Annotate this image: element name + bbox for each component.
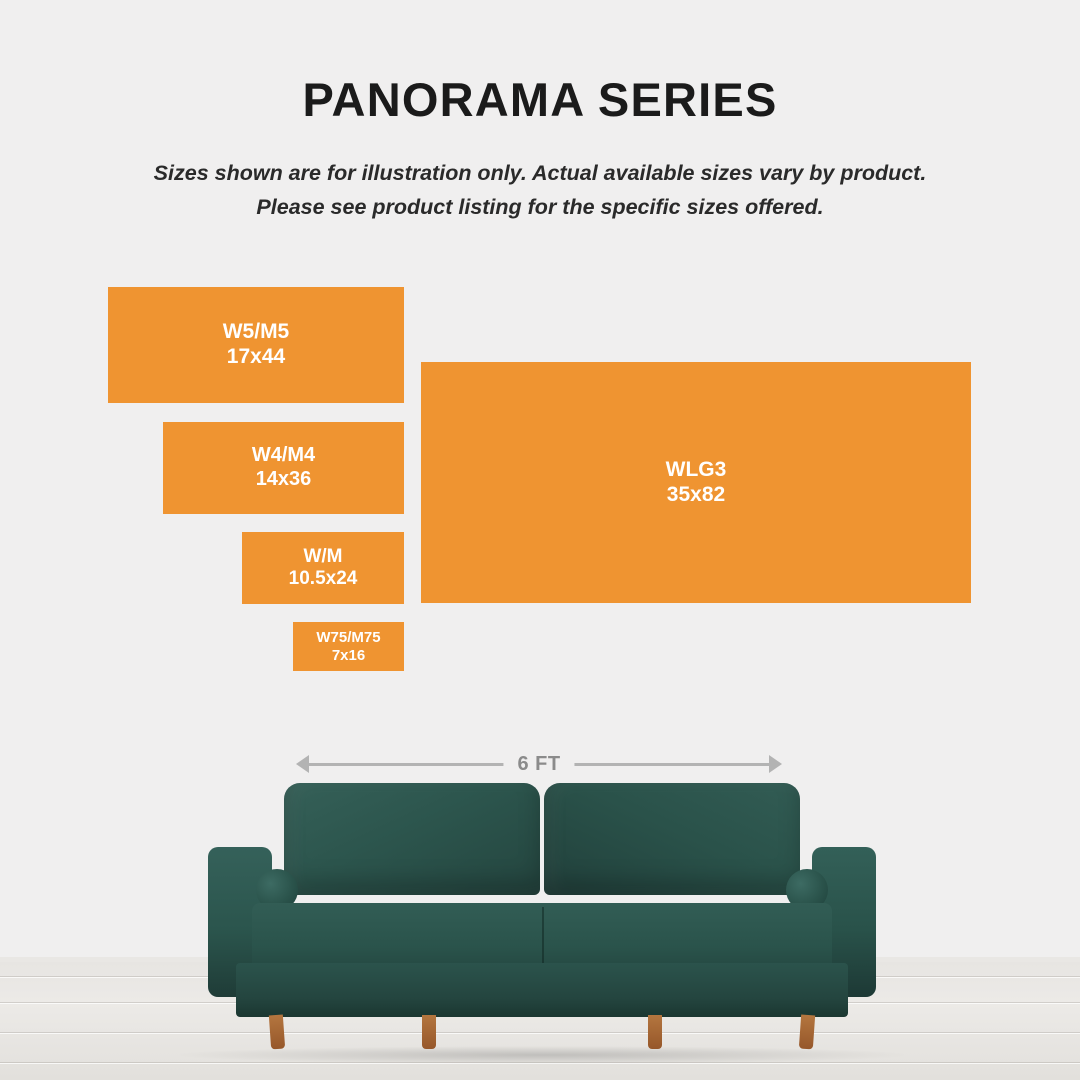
- size-code: WLG3: [665, 457, 727, 481]
- arrow-right-icon: [769, 755, 782, 773]
- size-dims: 10.5x24: [288, 568, 358, 589]
- sofa-leg: [799, 1015, 815, 1050]
- page-title: PANORAMA SERIES: [302, 73, 778, 126]
- size-dims: 35x82: [666, 482, 726, 506]
- size-swatch-w5m5: [108, 287, 404, 403]
- size-swatch-w4m4: [163, 422, 404, 514]
- subtitle-line-2: Please see product listing for the specific sizes offered.: [256, 195, 824, 219]
- arrow-left-icon: [296, 755, 309, 773]
- size-code: W5/M5: [222, 320, 290, 344]
- sofa-base: [236, 963, 848, 1017]
- scale-measure-arrow: [296, 748, 782, 780]
- size-dims: 17x44: [226, 345, 286, 368]
- sofa-back-cushion-left: [284, 783, 540, 895]
- size-code: W4/M4: [251, 444, 316, 467]
- sofa-leg: [269, 1015, 285, 1050]
- measure-label: 6 FT: [503, 748, 574, 780]
- sofa-back-cushion-right: [544, 783, 800, 895]
- size-code: W75/M75: [316, 628, 381, 646]
- size-dims: 7x16: [331, 646, 366, 664]
- sofa-illustration: [208, 783, 876, 1051]
- sofa-leg: [648, 1015, 662, 1049]
- size-swatch-wm: [242, 532, 404, 604]
- sofa-leg: [422, 1015, 436, 1049]
- subtitle-line-1: Sizes shown are for illustration only. Actual available sizes vary by product.: [153, 161, 927, 185]
- page-subtitle: [0, 156, 1080, 224]
- size-code: W/M: [303, 545, 343, 567]
- size-swatch-w75m75: [293, 622, 404, 671]
- size-swatch-wlg3: [421, 362, 971, 603]
- size-dims: 14x36: [255, 468, 312, 490]
